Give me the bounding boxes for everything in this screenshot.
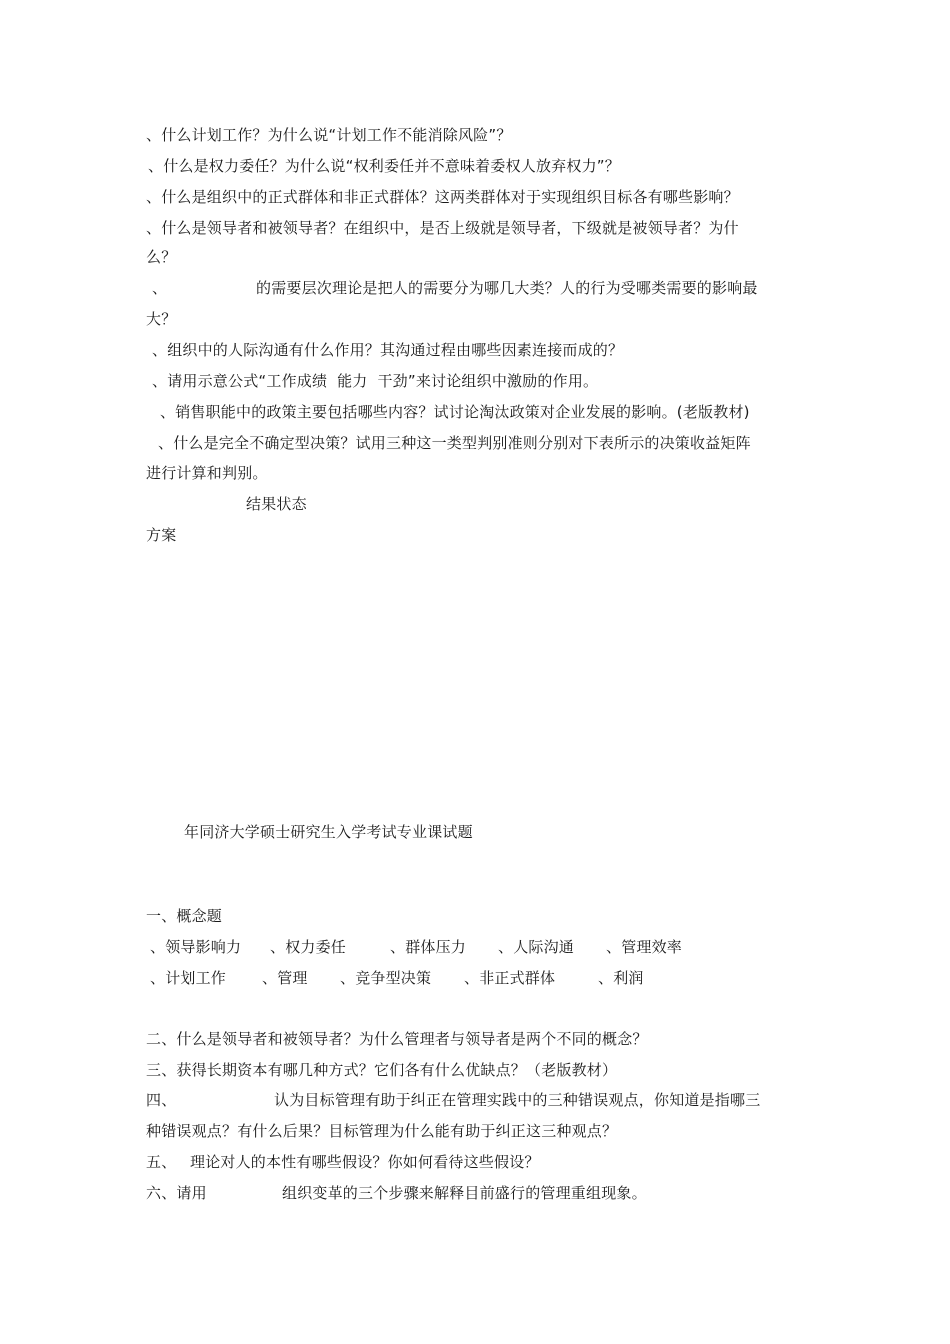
concept-item: 、管理效率 bbox=[606, 938, 683, 956]
concept-item: 、领导影响力 bbox=[150, 938, 242, 956]
part-6-prefix: 六、请用 bbox=[146, 1184, 207, 1202]
question-4-line-1: 、什么是领导者和被领导者？在组织中，是否上级就是领导者，下级就是被领导者？为什 bbox=[146, 219, 739, 237]
concept-item: 、计划工作 bbox=[150, 969, 227, 987]
question-5-line-2: 大？ bbox=[146, 310, 177, 328]
question-9-line-2: 进行计算和判别。 bbox=[146, 464, 268, 482]
part-5-text: 理论对人的本性有哪些假设？你如何看待这些假设？ bbox=[190, 1153, 540, 1171]
concept-item: 、非正式群体 bbox=[464, 969, 556, 987]
concept-item: 、人际沟通 bbox=[498, 938, 575, 956]
table-header-state: 结果状态 bbox=[246, 495, 307, 513]
concept-item: 、权力委任 bbox=[270, 938, 347, 956]
question-5-prefix: 、 bbox=[152, 279, 168, 297]
question-8: 、销售职能中的政策主要包括哪些内容？试讨论淘汰政策对企业发展的影响。(老版教材) bbox=[160, 403, 750, 421]
part-6-text: 组织变革的三个步骤来解释目前盛行的管理重组现象。 bbox=[282, 1184, 647, 1202]
part-1-heading: 一、概念题 bbox=[146, 907, 223, 925]
part-4-line-2: 种错误观点？有什么后果？目标管理为什么能有助于纠正这三种观点？ bbox=[146, 1122, 618, 1140]
exam-title: 年同济大学硕士研究生入学考试专业课试题 bbox=[184, 823, 473, 841]
table-header-plan: 方案 bbox=[146, 526, 177, 544]
question-9-line-1: 、什么是完全不确定型决策？试用三种这一类型判别准则分别对下表所示的决策收益矩阵 bbox=[158, 434, 751, 452]
concept-item: 、群体压力 bbox=[390, 938, 467, 956]
part-3: 三、获得长期资本有哪几种方式？它们各有什么优缺点？（老版教材） bbox=[146, 1061, 618, 1079]
concept-item: 、利润 bbox=[598, 969, 644, 987]
question-7: 、请用示意公式“工作成绩 能力 干劲”来讨论组织中激励的作用。 bbox=[152, 372, 599, 390]
question-5-line-1: 的需要层次理论是把人的需要分为哪几大类？人的行为受哪类需要的影响最 bbox=[256, 279, 758, 297]
question-3: 、什么是组织中的正式群体和非正式群体？这两类群体对于实现组织目标各有哪些影响？ bbox=[146, 188, 739, 206]
part-5-prefix: 五、 bbox=[146, 1153, 177, 1171]
concept-item: 、竞争型决策 bbox=[340, 969, 432, 987]
question-4-line-2: 么？ bbox=[146, 248, 177, 266]
question-6: 、组织中的人际沟通有什么作用？其沟通过程由哪些因素连接而成的？ bbox=[152, 341, 624, 359]
part-4-prefix: 四、 bbox=[146, 1091, 177, 1109]
question-2: 、什么是权力委任？为什么说“权利委任并不意味着委权人放弃权力”？ bbox=[148, 157, 620, 175]
question-1: 、什么计划工作？为什么说“计划工作不能消除风险”？ bbox=[146, 126, 512, 144]
concept-item: 、管理 bbox=[262, 969, 308, 987]
part-4-line-1: 认为目标管理有助于纠正在管理实践中的三种错误观点，你知道是指哪三 bbox=[274, 1091, 761, 1109]
part-2: 二、什么是领导者和被领导者？为什么管理者与领导者是两个不同的概念？ bbox=[146, 1030, 648, 1048]
